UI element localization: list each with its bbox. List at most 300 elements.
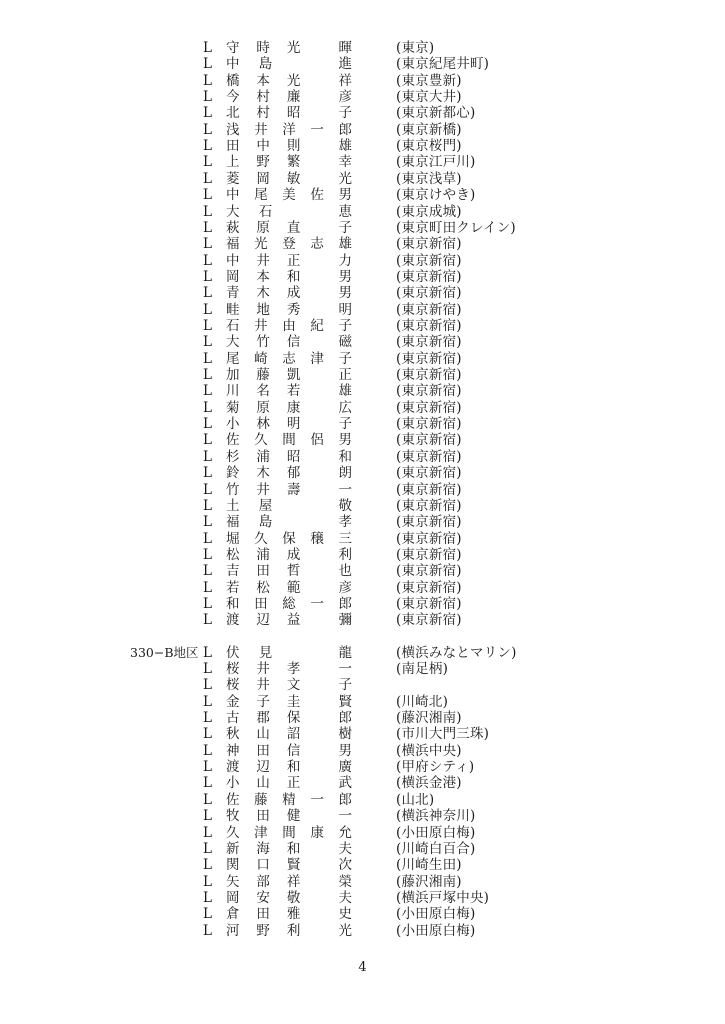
name-char: 渡 xyxy=(226,759,240,776)
name-char: 木 xyxy=(256,285,270,302)
name-char: 井 xyxy=(254,121,268,138)
name-char xyxy=(317,857,321,873)
member-club: (東京新宿) xyxy=(396,514,462,531)
member-name xyxy=(226,187,352,203)
name-char: 間 xyxy=(282,432,296,449)
page-number: 4 xyxy=(358,960,367,975)
member-row xyxy=(0,563,725,579)
name-char: 河 xyxy=(226,922,240,939)
member-club: (東京大井) xyxy=(396,89,462,106)
member-prefix: L xyxy=(203,416,212,433)
name-char: 賢 xyxy=(338,693,352,710)
name-char: 明 xyxy=(338,301,352,318)
member-row xyxy=(0,514,725,530)
member-row xyxy=(0,498,725,514)
name-char xyxy=(317,580,321,596)
member-prefix: L xyxy=(203,481,212,498)
name-char: 秋 xyxy=(226,726,240,743)
name-char: 雅 xyxy=(286,906,301,923)
name-char xyxy=(317,449,321,465)
member-row xyxy=(0,661,725,677)
name-char xyxy=(317,89,321,105)
member-row xyxy=(0,220,725,236)
district-label: 330−B地区 xyxy=(130,644,199,660)
member-row xyxy=(0,400,725,416)
member-prefix: L xyxy=(203,268,212,285)
member-name xyxy=(226,923,352,939)
name-char: 井 xyxy=(256,677,270,694)
name-char: 間 xyxy=(282,824,296,841)
name-char: 由 xyxy=(282,318,296,334)
name-char: 子 xyxy=(338,219,352,236)
member-prefix: L xyxy=(203,693,212,710)
name-char: 松 xyxy=(256,579,270,596)
name-char: 敬 xyxy=(286,889,301,906)
member-row xyxy=(0,874,725,890)
name-char: 桜 xyxy=(226,677,240,694)
name-char xyxy=(317,661,321,677)
name-char: 山 xyxy=(256,775,270,792)
name-char: 保 xyxy=(282,530,296,547)
name-char: 成 xyxy=(286,285,301,302)
member-club: (東京新宿) xyxy=(396,350,462,367)
member-club: (甲府シティ) xyxy=(396,759,475,776)
member-club: (東京けやき) xyxy=(396,187,476,204)
name-char xyxy=(317,40,321,56)
name-char: 藤 xyxy=(256,367,270,383)
member-club: (小田原白梅) xyxy=(396,906,476,923)
name-char: 佐 xyxy=(310,187,324,204)
member-prefix: L xyxy=(203,759,212,776)
name-char: 山 xyxy=(256,726,270,743)
member-prefix: L xyxy=(203,563,212,580)
name-char: 郎 xyxy=(338,791,352,808)
member-name xyxy=(226,743,352,759)
name-char: 浦 xyxy=(256,546,270,563)
member-club: (市川大門三珠) xyxy=(396,726,490,743)
name-char: 川 xyxy=(226,383,240,400)
member-prefix: L xyxy=(203,448,212,465)
member-club: (横浜戸塚中央) xyxy=(396,889,490,906)
member-row xyxy=(0,923,725,939)
member-row xyxy=(0,906,725,922)
name-char xyxy=(317,923,321,939)
member-prefix: L xyxy=(203,824,212,841)
name-char: 次 xyxy=(338,857,352,874)
name-char: 井 xyxy=(254,318,268,334)
name-char: 益 xyxy=(286,612,301,629)
name-char: 林 xyxy=(256,416,270,433)
member-club: (川崎生田) xyxy=(396,857,462,874)
member-prefix: L xyxy=(203,367,212,383)
member-row xyxy=(0,269,725,285)
member-row xyxy=(0,367,725,383)
member-row xyxy=(0,204,725,220)
name-char: 伏 xyxy=(226,644,240,661)
name-char: 男 xyxy=(338,285,352,302)
member-name xyxy=(226,334,352,350)
member-name xyxy=(226,661,352,677)
name-char: 桜 xyxy=(226,661,240,677)
name-char: 岡 xyxy=(256,170,270,187)
member-name xyxy=(226,105,352,121)
name-char: 光 xyxy=(286,72,301,89)
member-row xyxy=(0,105,725,121)
name-char: 総 xyxy=(282,595,296,612)
member-name xyxy=(226,808,352,824)
member-club: (藤沢湘南) xyxy=(396,710,462,726)
name-char: 今 xyxy=(226,89,240,106)
name-char: 古 xyxy=(226,710,240,726)
name-char: 田 xyxy=(256,808,270,825)
name-char: 昭 xyxy=(286,448,301,465)
name-char: 龍 xyxy=(338,644,352,661)
name-char xyxy=(317,563,321,579)
name-char: 利 xyxy=(338,546,352,563)
member-name xyxy=(226,547,352,563)
name-char: 大 xyxy=(226,203,240,220)
member-prefix: L xyxy=(203,40,212,56)
name-char xyxy=(317,890,321,906)
member-name xyxy=(226,710,352,726)
name-char xyxy=(317,253,321,269)
member-club: (横浜神奈川) xyxy=(396,808,476,825)
member-club: (東京新宿) xyxy=(396,563,462,580)
name-char: 孝 xyxy=(338,514,352,531)
name-char: 範 xyxy=(286,579,301,596)
member-row xyxy=(0,351,725,367)
name-char: 福 xyxy=(226,236,240,253)
name-char: 北 xyxy=(226,105,240,122)
member-prefix: L xyxy=(203,318,212,334)
member-prefix: L xyxy=(203,546,212,563)
member-club: (東京町田クレイン) xyxy=(396,219,516,236)
name-char: 津 xyxy=(254,824,268,841)
member-club: (東京新宿) xyxy=(396,301,462,318)
member-prefix: L xyxy=(203,252,212,269)
name-char xyxy=(317,482,321,498)
member-club: (横浜みなとマリン) xyxy=(396,644,517,661)
name-char: 光 xyxy=(254,236,268,253)
member-name xyxy=(226,432,352,448)
member-prefix: L xyxy=(203,808,212,825)
member-row xyxy=(0,187,725,203)
name-char: 郡 xyxy=(256,710,270,726)
name-char: 一 xyxy=(310,595,324,612)
name-char: 岡 xyxy=(226,268,240,285)
member-club: (横浜中央) xyxy=(396,742,462,759)
name-char xyxy=(317,775,321,791)
member-name xyxy=(226,857,352,873)
name-char xyxy=(317,400,321,416)
member-row xyxy=(0,857,725,873)
name-char: 上 xyxy=(226,154,240,171)
name-char: 壽 xyxy=(286,481,301,498)
name-char: 康 xyxy=(286,399,301,416)
member-club: (小田原白梅) xyxy=(396,922,476,939)
name-char: 雄 xyxy=(338,383,352,400)
member-prefix: L xyxy=(203,121,212,138)
name-char xyxy=(317,808,321,824)
name-char xyxy=(317,269,321,285)
name-char: 武 xyxy=(338,775,352,792)
name-char: 洋 xyxy=(282,121,296,138)
name-char: 文 xyxy=(286,677,301,694)
member-prefix: L xyxy=(203,154,212,171)
name-char xyxy=(317,220,321,236)
member-row xyxy=(0,236,725,252)
name-char xyxy=(315,56,319,72)
name-char: 孝 xyxy=(286,661,301,677)
name-char: 正 xyxy=(338,367,352,383)
member-row xyxy=(0,677,725,693)
member-prefix: L xyxy=(203,791,212,808)
member-name xyxy=(226,302,352,318)
member-row xyxy=(0,465,725,481)
member-club: (東京新宿) xyxy=(396,236,462,253)
name-char: 菱 xyxy=(226,170,240,187)
name-char: 中 xyxy=(226,252,240,269)
name-char: 藤 xyxy=(254,791,268,808)
member-row xyxy=(0,825,725,841)
name-char xyxy=(291,514,295,530)
name-char: 力 xyxy=(338,252,352,269)
member-club: (東京新宿) xyxy=(396,448,462,465)
name-char: 一 xyxy=(338,661,352,677)
member-club: (東京江戸川) xyxy=(396,154,476,171)
member-row xyxy=(0,138,725,154)
member-name xyxy=(226,89,352,105)
name-char: 鈴 xyxy=(226,465,240,482)
name-char: 田 xyxy=(256,563,270,580)
member-club: (東京新宿) xyxy=(396,334,462,351)
member-prefix: L xyxy=(203,742,212,759)
member-club: (東京新宿) xyxy=(396,416,462,433)
name-char xyxy=(317,285,321,301)
member-name xyxy=(226,596,352,612)
name-char: 一 xyxy=(310,791,324,808)
name-char: 杉 xyxy=(226,448,240,465)
name-char xyxy=(291,204,295,220)
name-char: 夫 xyxy=(338,840,352,857)
name-char: 穣 xyxy=(310,530,324,547)
name-char: 信 xyxy=(286,334,301,351)
name-char: 彦 xyxy=(338,579,352,596)
member-name xyxy=(226,792,352,808)
member-club: (南足柄) xyxy=(396,661,449,677)
member-club: (東京新宿) xyxy=(396,530,462,547)
name-char: 神 xyxy=(226,742,240,759)
member-row xyxy=(0,253,725,269)
member-row xyxy=(0,531,725,547)
member-row xyxy=(0,792,725,808)
member-club: (東京豊新) xyxy=(396,72,462,89)
member-club: (東京新宿) xyxy=(396,497,462,514)
member-name xyxy=(226,285,352,301)
member-prefix: L xyxy=(203,661,212,677)
name-char: 土 xyxy=(226,497,240,514)
name-char xyxy=(317,710,321,726)
name-char: 一 xyxy=(310,121,324,138)
name-char: 部 xyxy=(256,873,270,890)
name-char: 浦 xyxy=(256,448,270,465)
name-char: 敬 xyxy=(338,497,352,514)
member-prefix: L xyxy=(203,514,212,531)
member-name xyxy=(226,416,352,432)
name-char: 加 xyxy=(226,367,240,383)
member-prefix: L xyxy=(203,219,212,236)
name-char: 橋 xyxy=(226,72,240,89)
name-char xyxy=(317,171,321,187)
name-char: 福 xyxy=(226,514,240,531)
name-char xyxy=(317,726,321,742)
name-char: 矢 xyxy=(226,873,240,890)
name-char: 中 xyxy=(226,56,240,73)
name-char: 祥 xyxy=(338,72,352,89)
member-club: (川崎北) xyxy=(396,693,449,710)
member-prefix: L xyxy=(203,105,212,122)
name-char: 健 xyxy=(286,808,301,825)
member-name xyxy=(226,645,352,661)
member-prefix: L xyxy=(203,579,212,596)
member-name xyxy=(226,154,352,170)
name-char: 子 xyxy=(338,677,352,694)
name-char: 和 xyxy=(226,595,240,612)
member-club: (東京新宿) xyxy=(396,595,462,612)
name-char: 也 xyxy=(338,563,352,580)
name-char xyxy=(317,105,321,121)
member-name xyxy=(226,56,352,72)
name-char: 允 xyxy=(338,824,352,841)
name-char xyxy=(317,743,321,759)
name-char xyxy=(315,498,319,514)
member-club: (小田原白梅) xyxy=(396,824,476,841)
member-name xyxy=(226,531,352,547)
name-char: 金 xyxy=(226,693,240,710)
name-char: 正 xyxy=(286,775,301,792)
member-club: (東京新宿) xyxy=(396,367,462,383)
name-char: 井 xyxy=(256,252,270,269)
name-char: 光 xyxy=(286,40,301,56)
name-char xyxy=(317,334,321,350)
name-char: 辺 xyxy=(256,612,270,629)
name-char: 島 xyxy=(258,514,273,531)
name-char: 夫 xyxy=(338,889,352,906)
name-char xyxy=(291,645,295,661)
member-prefix: L xyxy=(203,350,212,367)
member-club: (東京新宿) xyxy=(396,399,462,416)
name-char: 関 xyxy=(226,857,240,874)
member-row xyxy=(0,318,725,334)
name-char: 尾 xyxy=(254,187,268,204)
name-char: 井 xyxy=(256,661,270,677)
name-char: 岡 xyxy=(226,889,240,906)
name-char: 恵 xyxy=(338,203,352,220)
member-prefix: L xyxy=(203,595,212,612)
name-char xyxy=(317,138,321,154)
member-name xyxy=(226,465,352,481)
member-prefix: L xyxy=(203,840,212,857)
name-char: 畦 xyxy=(226,301,240,318)
member-prefix: L xyxy=(203,922,212,939)
name-char: 安 xyxy=(256,889,270,906)
name-char: 若 xyxy=(286,383,301,400)
name-char: 一 xyxy=(338,481,352,498)
member-row xyxy=(0,694,725,710)
name-char: 若 xyxy=(226,579,240,596)
member-row xyxy=(0,449,725,465)
member-name xyxy=(226,40,352,56)
member-row xyxy=(0,841,725,857)
name-char: 村 xyxy=(256,105,270,122)
name-char: 志 xyxy=(310,236,324,253)
member-club: (東京) xyxy=(396,40,435,56)
name-char: 田 xyxy=(256,742,270,759)
member-prefix: L xyxy=(203,497,212,514)
member-club: (山北) xyxy=(396,791,435,808)
member-club: (東京新都心) xyxy=(396,105,476,122)
name-char: 保 xyxy=(286,710,301,726)
name-char: 新 xyxy=(226,840,240,857)
member-row xyxy=(0,775,725,791)
member-prefix: L xyxy=(203,530,212,547)
member-club: (東京成城) xyxy=(396,203,462,220)
name-char: 口 xyxy=(256,857,270,874)
member-prefix: L xyxy=(203,203,212,220)
name-char: 和 xyxy=(286,759,301,776)
name-char: 賢 xyxy=(286,857,301,874)
name-char: 侶 xyxy=(310,432,324,449)
name-char: 男 xyxy=(338,432,352,449)
name-char: 倉 xyxy=(226,906,240,923)
name-char: 小 xyxy=(226,775,240,792)
member-name xyxy=(226,122,352,138)
member-name xyxy=(226,171,352,187)
member-name xyxy=(226,269,352,285)
name-char: 石 xyxy=(226,318,240,334)
name-char: 樹 xyxy=(338,726,352,743)
member-row xyxy=(0,302,725,318)
name-char: 登 xyxy=(282,236,296,253)
name-char: 佐 xyxy=(226,791,240,808)
name-char: 信 xyxy=(286,742,301,759)
member-row xyxy=(0,171,725,187)
member-prefix: L xyxy=(203,138,212,155)
member-row xyxy=(0,432,725,448)
member-prefix: L xyxy=(203,726,212,743)
member-prefix: L xyxy=(203,170,212,187)
name-char: 彌 xyxy=(338,612,352,629)
name-char: 子 xyxy=(338,105,352,122)
name-char xyxy=(317,302,321,318)
name-char: 郎 xyxy=(338,595,352,612)
name-char xyxy=(317,367,321,383)
name-char: 男 xyxy=(338,742,352,759)
member-prefix: L xyxy=(203,399,212,416)
name-char: 祥 xyxy=(286,873,301,890)
name-char: 久 xyxy=(254,530,268,547)
name-char: 久 xyxy=(226,824,240,841)
name-char xyxy=(317,841,321,857)
name-char: 廣 xyxy=(338,759,352,776)
name-char: 牧 xyxy=(226,808,240,825)
member-club: (東京新宿) xyxy=(396,546,462,563)
member-prefix: L xyxy=(203,334,212,351)
member-prefix: L xyxy=(203,432,212,449)
name-char: 直 xyxy=(286,219,301,236)
name-char xyxy=(315,645,319,661)
member-name xyxy=(226,759,352,775)
